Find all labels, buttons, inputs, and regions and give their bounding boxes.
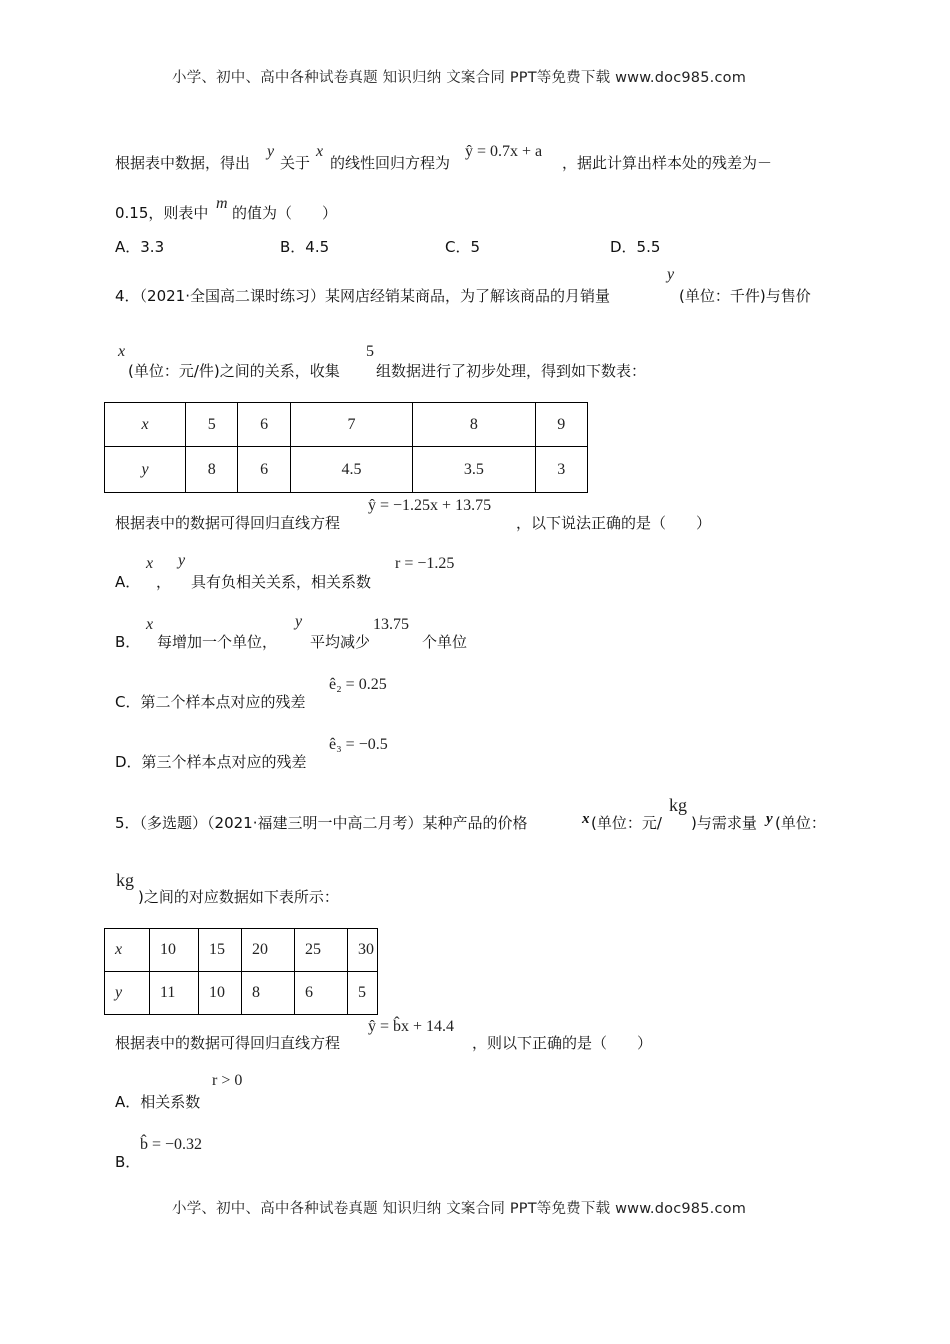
q3-line2-text-a: 0.15，则表中 [115, 204, 209, 222]
q5-line3-text-b: ，则以下正确的是（ ） [472, 1034, 653, 1052]
q5-regression-equation: ŷ = b̂x + 14.4 [368, 1018, 455, 1035]
q4-option-c-equation: ê₂ = 0.25 [329, 676, 387, 693]
table-cell: 8 [413, 403, 535, 447]
q5-unit-kg: kg [669, 795, 687, 815]
q4-regression-equation: ŷ = −1.25x + 13.75 [368, 497, 492, 514]
q5-unit-kg-2: kg [116, 870, 134, 890]
q5-option-a-equation: r > 0 [212, 1072, 243, 1089]
q4-option-b-text-a: 每增加一个单位， [157, 633, 278, 651]
q5-line3-text-a: 根据表中的数据可得回归直线方程 [115, 1034, 341, 1052]
q5-line1-text-b: (单位：元/ [591, 814, 662, 832]
table-row [105, 447, 588, 493]
q5-var-y: y [766, 811, 773, 827]
q3-line1-text-a: 根据表中数据，得出 [115, 154, 251, 172]
q3-line1-text-d: ，据此计算出样本处的残差为－ [562, 154, 773, 172]
q5-data-table [104, 928, 378, 1015]
q3-var-m: m [216, 195, 228, 212]
q4-number-five: 5 [366, 343, 374, 360]
q4-var-y: y [667, 266, 675, 283]
table-cell: 9 [535, 403, 587, 447]
table-cell: 5 [348, 972, 378, 1015]
table-row [105, 929, 378, 972]
table-cell: 5 [186, 403, 238, 447]
q4-line1-text-a: 4．（2021·全国高二课时练习）某网店经销某商品，为了解该商品的月销量 [115, 287, 610, 305]
q4-var-x: x [118, 343, 126, 360]
q5-line1-text-c: )与需求量 [691, 814, 757, 832]
q4-option-b-text-b: 平均减少 [310, 633, 371, 651]
q4-option-b-text-c: 个单位 [422, 633, 468, 651]
q3-option-a: A．3.3 [115, 238, 165, 256]
table-cell: 6 [238, 447, 290, 493]
q3-line1-text-b: 关于 [280, 154, 311, 172]
q4-option-b-var-y: y [295, 613, 303, 630]
table-header-y: y [105, 447, 186, 493]
table-cell: 7 [290, 403, 412, 447]
page-footer: 小学、初中、高中各种试卷真题 知识归纳 文案合同 PPT等免费下载 www.doc985.com [172, 1201, 747, 1217]
q4-option-d-equation: ê₃ = −0.5 [329, 736, 388, 753]
q4-option-b-label: B． [115, 633, 141, 651]
q4-option-a-equation: r = −1.25 [395, 555, 455, 572]
q4-data-table [104, 402, 588, 493]
q4-option-a-text: 具有负相关关系，相关系数 [191, 573, 372, 591]
table-cell: 8 [242, 972, 295, 1015]
q3-line1-text-c: 的线性回归方程为 [330, 154, 451, 172]
q4-option-a-var-x: x [146, 555, 154, 572]
table-cell: 10 [199, 972, 242, 1015]
q3-option-d: D．5.5 [610, 238, 661, 256]
q5-option-b-equation: b̂ = −0.32 [140, 1136, 203, 1153]
q4-line3-text-a: 根据表中的数据可得回归直线方程 [115, 514, 341, 532]
q4-option-c-text: C．第二个样本点对应的残差 [115, 693, 306, 711]
table-cell: 15 [199, 929, 242, 972]
table-cell: 11 [150, 972, 199, 1015]
table-cell: 8 [186, 447, 238, 493]
q3-option-c: C．5 [445, 238, 481, 256]
q4-line1-text-b: (单位：千件)与售价 [679, 287, 811, 305]
q5-option-a-text: A．相关系数 [115, 1093, 201, 1111]
table-header-x: x [105, 929, 150, 972]
table-cell: 3 [535, 447, 587, 493]
q4-option-a-var-y: y [178, 552, 186, 569]
table-cell: 10 [150, 929, 199, 972]
q3-var-x: x [316, 143, 324, 160]
q4-option-d-text: D．第三个样本点对应的残差 [115, 753, 307, 771]
q4-option-b-number: 13.75 [373, 616, 409, 633]
q4-line2-text-b: 组数据进行了初步处理，得到如下数表： [376, 362, 647, 380]
table-cell: 25 [295, 929, 348, 972]
q4-line3-text-b: ，以下说法正确的是（ ） [516, 514, 712, 532]
q5-line2-text: )之间的对应数据如下表所示： [138, 888, 339, 906]
q3-option-b: B．4.5 [280, 238, 330, 256]
table-cell: 20 [242, 929, 295, 972]
page-header: 小学、初中、高中各种试卷真题 知识归纳 文案合同 PPT等免费下载 www.doc985.com [172, 70, 747, 86]
table-header-x: x [105, 403, 186, 447]
q4-line2-text-a: (单位：元/件)之间的关系，收集 [128, 362, 340, 380]
q4-option-a-comma: ， [156, 573, 172, 591]
table-cell: 6 [295, 972, 348, 1015]
q5-option-b-label: B． [115, 1153, 141, 1171]
q3-var-y: y [267, 143, 275, 160]
table-cell: 4.5 [290, 447, 412, 493]
table-cell: 6 [238, 403, 290, 447]
q4-option-b-var-x: x [146, 616, 154, 633]
q4-option-a-label: A． [115, 573, 141, 591]
table-cell: 3.5 [413, 447, 535, 493]
table-cell: 30 [348, 929, 378, 972]
table-header-y: y [105, 972, 150, 1015]
q5-line1-text-d: (单位： [775, 814, 826, 832]
q3-line2-text-b: 的值为（ ） [232, 204, 338, 222]
q5-line1-text-a: 5．（多选题）（2021·福建三明一中高二月考）某种产品的价格 [115, 814, 528, 832]
table-row [105, 403, 588, 447]
q3-regression-equation: ŷ = 0.7x + a [465, 143, 543, 160]
q5-var-x: x [582, 811, 590, 827]
table-row [105, 972, 378, 1015]
